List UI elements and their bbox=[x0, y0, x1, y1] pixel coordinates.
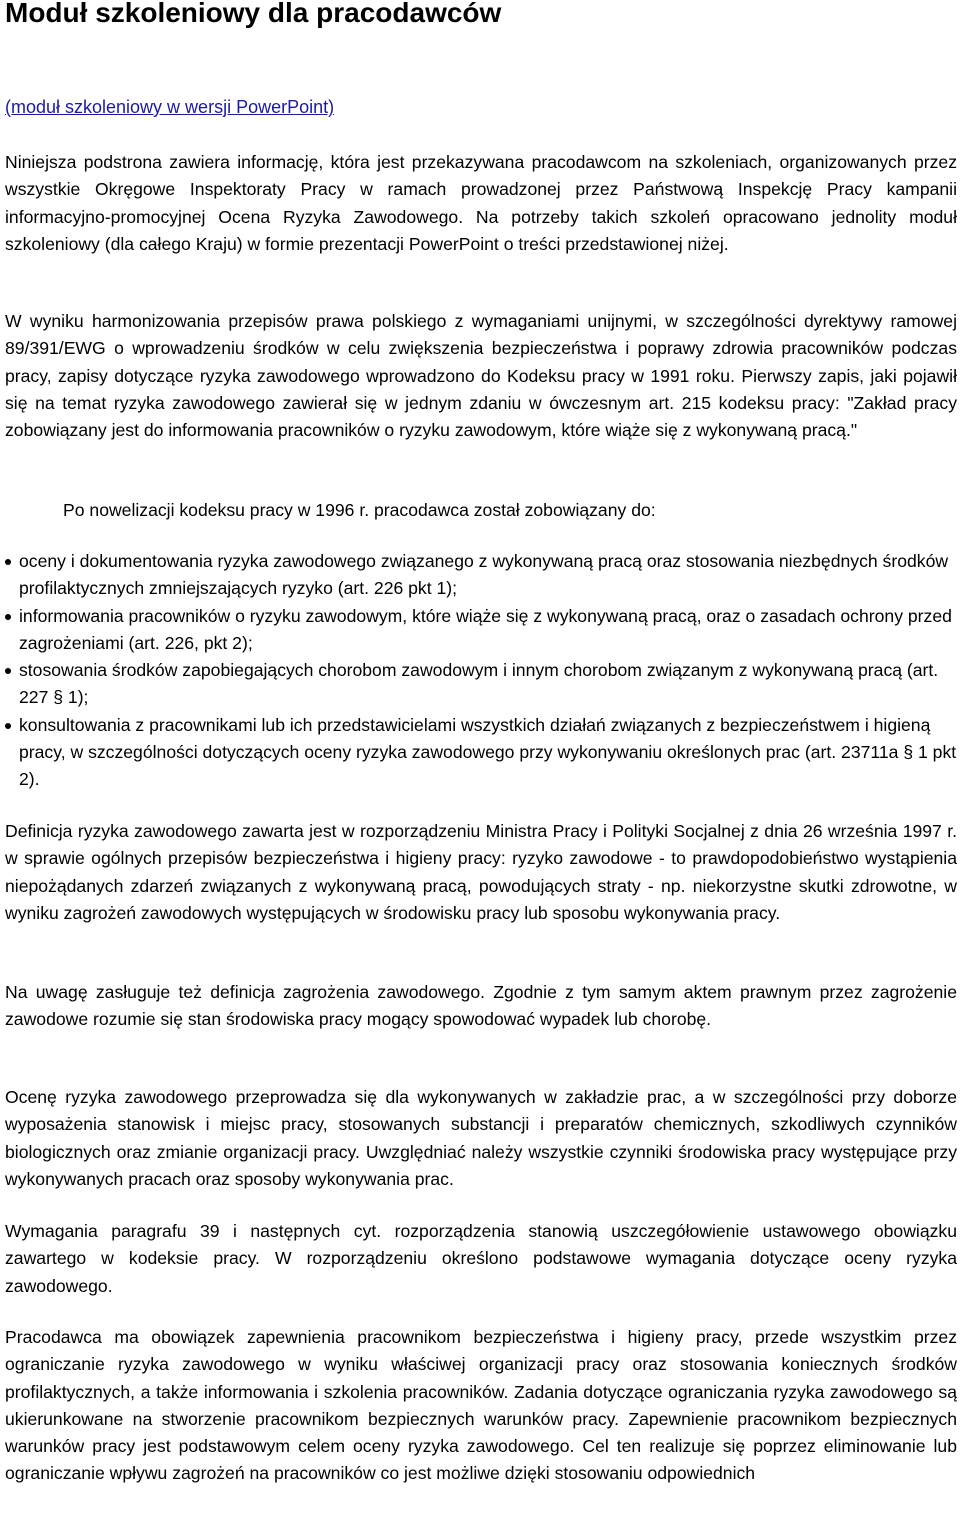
paragraph-1-block bbox=[5, 308, 957, 444]
paragraph-4: Na uwagę zasługuje też definicja zagrożenia zawodowego. Zgodnie z tym samym aktem prawnym przez zagrożenie zawodowe rozumie się stan środowiska pracy mogący spowodować wypadek lub chorobę. bbox=[5, 982, 957, 1030]
paragraph-6-block bbox=[5, 1218, 957, 1300]
intro-paragraph: Niniejsza podstrona zawiera informację, która jest przekazywana pracodawcom na szkoleniach, organizowanych przez wszystkie Okręgowe Inspektoraty Pracy w ramach prowadzonej przez Państwową Inspekcję Pracy kampanii informacyjno-promocyjnej Ocena Ryzyka Zawodowego. Na potrzeby takich szkoleń opracowano jednolity moduł szkoleniowy (dla całego Kraju) w formie prezentacji PowerPoint o treści przedstawionej niżej. bbox=[5, 152, 957, 254]
obligations-list-block bbox=[5, 548, 957, 794]
paragraph-6: Wymagania paragrafu 39 i następnych cyt. rozporządzenia stanowią uszczegółowienie ustawowego obowiązku zawartego w kodeksie pracy. W rozporządzeniu określono podstawowe wymagania dotyczące oceny ryzyka zawodowego. bbox=[5, 1221, 957, 1296]
paragraph-7-block bbox=[5, 1324, 957, 1488]
page-title: Moduł szkoleniowy dla pracodawców bbox=[5, 0, 502, 28]
paragraph-5-block bbox=[5, 1084, 957, 1193]
paragraph-3-block bbox=[5, 818, 957, 927]
paragraph-2: Po nowelizacji kodeksu pracy w 1996 r. pracodawca został zobowiązany do: bbox=[63, 500, 656, 520]
obligations-list bbox=[5, 548, 957, 794]
paragraph-3: Definicja ryzyka zawodowego zawarta jest w rozporządzeniu Ministra Pracy i Polityki Socjalnej z dnia 26 września 1997 r. w sprawie ogólnych przepisów bezpieczeństwa i higieny pracy: ryzyko zawodowe - to prawdopodobieństwo wystąpienia niepożądanych zdarzeń związanych z wykonywaną pracą, powodujących straty - np. niekorzystne skutki zdrowotne, w wyniku zagrożeń zawodowych występujących w środowisku pracy lub sposobu wykonywania pracy. bbox=[5, 821, 957, 923]
paragraph-5: Ocenę ryzyka zawodowego przeprowadza się dla wykonywanych w zakładzie prac, a w szczególności przy doborze wyposażenia stanowisk i miejsc pracy, stosowanych substancji i preparatów chemicznych, szkodliwych czynników biologicznych oraz zmianie organizacji pracy. Uwzględniać należy wszystkie czynniki środowiska pracy występujące przy wykonywanych pracach oraz sposoby wykonywania prac. bbox=[5, 1087, 957, 1189]
paragraph-1: W wyniku harmonizowania przepisów prawa polskiego z wymaganiami unijnymi, w szczególności dyrektywy ramowej 89/391/EWG o wprowadzeniu środków w celu zwiększenia bezpieczeństwa i poprawy zdrowia pracowników podczas pracy, zapisy dotyczące ryzyka zawodowego wprowadzono do Kodeksu pracy w 1991 roku. Pierwszy zapis, jaki pojawił się na temat ryzyka zawodowego zawierał się w jednym zdaniu w ówczesnym art. 215 kodeksu pracy: "Zakład pracy zobowiązany jest do informowania pracowników o ryzyku zawodowym, które wiąże się z wykonywaną pracą." bbox=[5, 311, 957, 441]
list-item: konsultowania z pracownikami lub ich przedstawicielami wszystkich działań związanych z bezpieczeństwem i higieną pracy, w szczególności dotyczących oceny ryzyka zawodowego przy wykonywaniu określonych prac (art. 23711a § 1 pkt 2). bbox=[5, 712, 957, 794]
paragraph-4-block bbox=[5, 979, 957, 1034]
paragraph-2-block bbox=[5, 497, 957, 524]
intro-paragraph-block bbox=[5, 149, 957, 258]
list-item: oceny i dokumentowania ryzyka zawodowego związanego z wykonywaną pracą oraz stosowania niezbędnych środków profilaktycznych zmniejszających ryzyko (art. 226 pkt 1); bbox=[5, 548, 957, 603]
list-item: informowania pracowników o ryzyku zawodowym, które wiąże się z wykonywaną pracą, oraz o zasadach ochrony przed zagrożeniami (art. 226, pkt 2); bbox=[5, 603, 957, 658]
paragraph-7: Pracodawca ma obowiązek zapewnienia pracownikom bezpieczeństwa i higieny pracy, przede wszystkim przez ograniczanie ryzyka zawodowego w wyniku właściwej organizacji pracy oraz stosowania koniecznych środków profilaktycznych, a także informowania i szkolenia pracowników. Zadania dotyczące ograniczania ryzyka zawodowego są ukierunkowane na stworzenie pracownikom bezpiecznych warunków pracy. Zapewnienie pracownikom bezpiecznych warunków pracy jest podstawowym celem oceny ryzyka zawodowego. Cel ten realizuje się poprzez eliminowanie lub ograniczanie wpływu zagrożeń na pracowników co jest możliwe dzięki stosowaniu odpowiednich bbox=[5, 1327, 957, 1484]
list-item: stosowania środków zapobiegających chorobom zawodowym i innym chorobom związanym z wykonywaną pracą (art. 227 § 1); bbox=[5, 657, 957, 712]
powerpoint-link[interactable]: (moduł szkoleniowy w wersji PowerPoint) bbox=[5, 97, 335, 117]
